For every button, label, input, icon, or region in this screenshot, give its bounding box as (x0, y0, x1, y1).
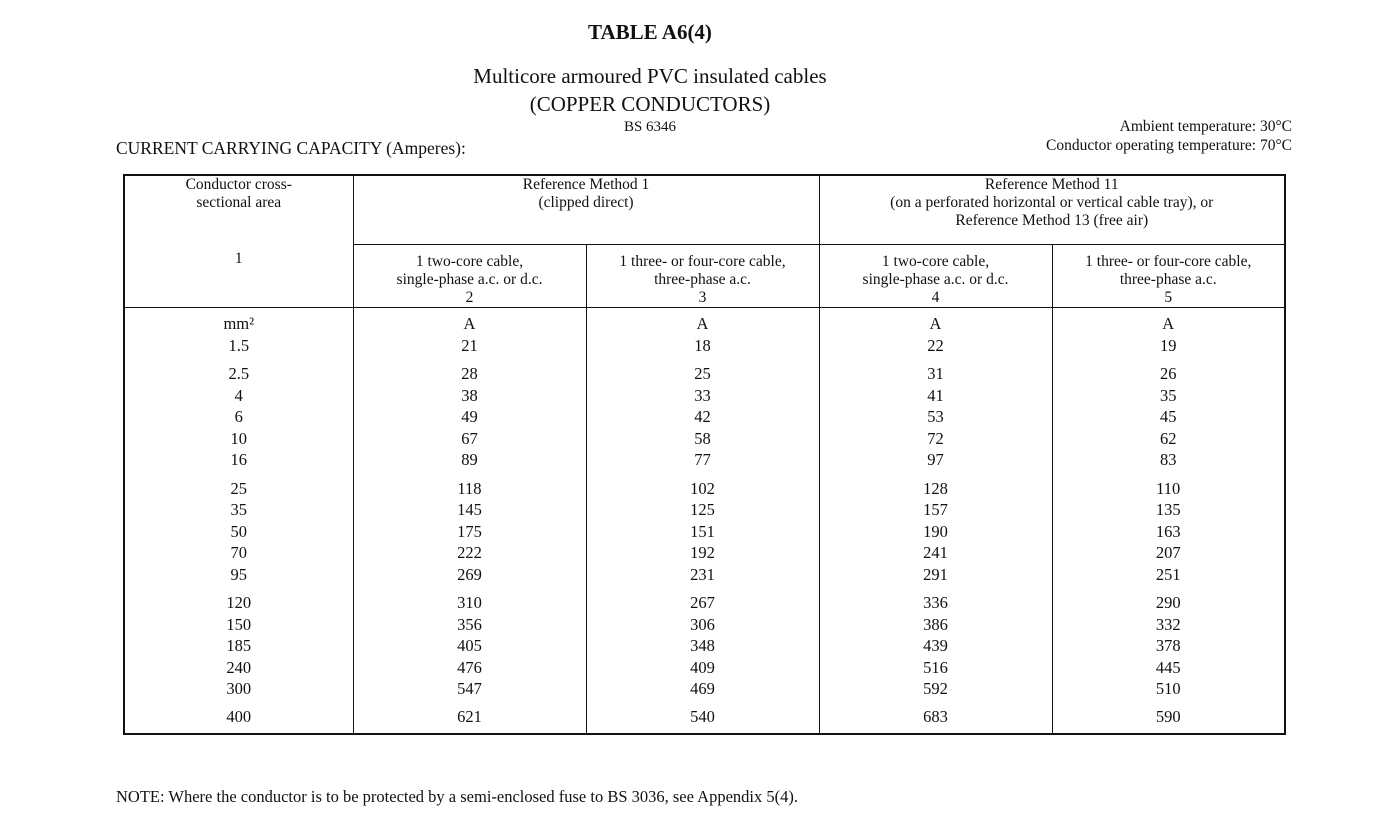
table-caption: CURRENT CARRYING CAPACITY (Amperes): (116, 138, 466, 158)
cell-current-rating: 135 (1052, 499, 1285, 521)
cell-current-rating: 45 (1052, 406, 1285, 428)
cell-conductor-area: 300 (124, 678, 353, 700)
cell-current-rating: 21 (353, 335, 586, 357)
cell-current-rating: 72 (819, 428, 1052, 450)
header-conductor-area-line2: sectional area (196, 194, 282, 211)
cell-current-rating: 251 (1052, 564, 1285, 586)
cell-conductor-area: 70 (124, 542, 353, 564)
cell-current-rating: 267 (586, 585, 819, 614)
cell-conductor-area: 10 (124, 428, 353, 450)
cell-current-rating: 28 (353, 356, 586, 385)
unit-cell: A (819, 308, 1052, 335)
table-row (124, 335, 1285, 357)
table-row (124, 614, 1285, 636)
cell-current-rating: 18 (586, 335, 819, 357)
units-row (124, 308, 1285, 335)
cell-current-rating: 476 (353, 657, 586, 679)
cell-current-rating: 175 (353, 521, 586, 543)
cell-current-rating: 53 (819, 406, 1052, 428)
header-col5 (1052, 245, 1285, 308)
cell-current-rating: 67 (353, 428, 586, 450)
col4-line1: 1 two-core cable, (881, 253, 990, 270)
capacity-table (123, 174, 1286, 735)
column-number-4: 4 (931, 289, 940, 306)
cell-current-rating: 207 (1052, 542, 1285, 564)
cell-conductor-area: 1.5 (124, 335, 353, 357)
table-body (124, 308, 1285, 735)
header-reference-method-11 (819, 175, 1285, 245)
cell-current-rating: 25 (586, 356, 819, 385)
column-number-1: 1 (234, 250, 243, 267)
cell-current-rating: 33 (586, 385, 819, 407)
cell-current-rating: 445 (1052, 657, 1285, 679)
rm1-subtitle: (clipped direct) (538, 194, 634, 211)
table-row (124, 700, 1285, 735)
header-col3 (586, 245, 819, 308)
cell-conductor-area: 6 (124, 406, 353, 428)
cell-conductor-area: 16 (124, 449, 353, 471)
col5-line1: 1 three- or four-core cable, (1085, 253, 1252, 270)
footnote: NOTE: Where the conductor is to be protected by a semi-enclosed fuse to BS 3036, see Appendix 5(4). (116, 787, 798, 806)
header-col2 (353, 245, 586, 308)
cell-current-rating: 439 (819, 635, 1052, 657)
table-row (124, 678, 1285, 700)
col5-line2: three-phase a.c. (1119, 271, 1217, 288)
column-number-2: 2 (465, 289, 474, 306)
cell-conductor-area: 4 (124, 385, 353, 407)
cell-current-rating: 145 (353, 499, 586, 521)
col3-line2: three-phase a.c. (654, 271, 751, 288)
rm13-title: Reference Method 13 (free air) (955, 212, 1149, 229)
cell-current-rating: 683 (819, 700, 1052, 735)
header-conductor-area (124, 175, 353, 308)
cell-current-rating: 128 (819, 471, 1052, 500)
cell-current-rating: 97 (819, 449, 1052, 471)
cell-current-rating: 405 (353, 635, 586, 657)
cell-current-rating: 310 (353, 585, 586, 614)
cell-current-rating: 31 (819, 356, 1052, 385)
cell-current-rating: 41 (819, 385, 1052, 407)
cell-current-rating: 621 (353, 700, 586, 735)
col4-line2: single-phase a.c. or d.c. (862, 271, 1009, 288)
table-row (124, 657, 1285, 679)
cell-conductor-area: 185 (124, 635, 353, 657)
cell-current-rating: 62 (1052, 428, 1285, 450)
cell-current-rating: 19 (1052, 335, 1285, 357)
cell-current-rating: 409 (586, 657, 819, 679)
cell-current-rating: 163 (1052, 521, 1285, 543)
cell-current-rating: 336 (819, 585, 1052, 614)
header-conductor-area-line1: Conductor cross- (185, 176, 292, 193)
cell-current-rating: 157 (819, 499, 1052, 521)
table-row (124, 585, 1285, 614)
cell-current-rating: 516 (819, 657, 1052, 679)
cell-current-rating: 540 (586, 700, 819, 735)
column-number-3: 3 (698, 289, 707, 306)
cell-current-rating: 125 (586, 499, 819, 521)
cell-conductor-area: 120 (124, 585, 353, 614)
cell-conductor-area: 95 (124, 564, 353, 586)
cell-current-rating: 378 (1052, 635, 1285, 657)
cell-current-rating: 269 (353, 564, 586, 586)
cell-current-rating: 590 (1052, 700, 1285, 735)
cell-conductor-area: 400 (124, 700, 353, 735)
unit-cell: A (1052, 308, 1285, 335)
cell-current-rating: 49 (353, 406, 586, 428)
col3-line1: 1 three- or four-core cable, (619, 253, 786, 270)
unit-cell: A (353, 308, 586, 335)
col2-line1: 1 two-core cable, (415, 253, 524, 270)
cell-current-rating: 151 (586, 521, 819, 543)
cell-current-rating: 348 (586, 635, 819, 657)
cell-conductor-area: 150 (124, 614, 353, 636)
cell-conductor-area: 240 (124, 657, 353, 679)
standard-reference: BS 6346 (623, 119, 677, 135)
cell-current-rating: 192 (586, 542, 819, 564)
cell-current-rating: 110 (1052, 471, 1285, 500)
cell-conductor-area: 25 (124, 471, 353, 500)
cell-current-rating: 592 (819, 678, 1052, 700)
table-row (124, 449, 1285, 471)
header-col4 (819, 245, 1052, 308)
cell-current-rating: 306 (586, 614, 819, 636)
table-title: TABLE A6(4) (588, 20, 712, 44)
cell-current-rating: 26 (1052, 356, 1285, 385)
table-row (124, 542, 1285, 564)
table-row (124, 564, 1285, 586)
cell-current-rating: 190 (819, 521, 1052, 543)
cell-current-rating: 547 (353, 678, 586, 700)
cell-conductor-area: 50 (124, 521, 353, 543)
table-row (124, 428, 1285, 450)
subtitle-conductor: (COPPER CONDUCTORS) (529, 92, 771, 116)
cell-current-rating: 77 (586, 449, 819, 471)
cell-current-rating: 35 (1052, 385, 1285, 407)
cell-current-rating: 291 (819, 564, 1052, 586)
unit-cell: A (586, 308, 819, 335)
cell-current-rating: 102 (586, 471, 819, 500)
unit-cell: mm² (124, 308, 353, 335)
rm11-subtitle: (on a perforated horizontal or vertical cable tray), or (890, 194, 1214, 211)
cell-conductor-area: 35 (124, 499, 353, 521)
cell-conductor-area: 2.5 (124, 356, 353, 385)
cell-current-rating: 38 (353, 385, 586, 407)
cell-current-rating: 290 (1052, 585, 1285, 614)
table-row (124, 635, 1285, 657)
table-row (124, 356, 1285, 385)
cell-current-rating: 469 (586, 678, 819, 700)
rm11-title: Reference Method 11 (984, 176, 1119, 193)
cell-current-rating: 118 (353, 471, 586, 500)
cell-current-rating: 386 (819, 614, 1052, 636)
cell-current-rating: 83 (1052, 449, 1285, 471)
table-row (124, 521, 1285, 543)
conductor-operating-temperature: Conductor operating temperature: 70°C (1046, 137, 1292, 154)
rm1-title: Reference Method 1 (522, 176, 650, 193)
column-number-5: 5 (1164, 289, 1173, 306)
col2-line2: single-phase a.c. or d.c. (396, 271, 543, 288)
header-reference-method-1 (353, 175, 819, 245)
cell-current-rating: 89 (353, 449, 586, 471)
cell-current-rating: 42 (586, 406, 819, 428)
cell-current-rating: 241 (819, 542, 1052, 564)
cell-current-rating: 22 (819, 335, 1052, 357)
table-row (124, 499, 1285, 521)
table-row (124, 406, 1285, 428)
subtitle-cable-type: Multicore armoured PVC insulated cables (473, 64, 827, 88)
table-row (124, 471, 1285, 500)
cell-current-rating: 332 (1052, 614, 1285, 636)
cell-current-rating: 222 (353, 542, 586, 564)
cell-current-rating: 58 (586, 428, 819, 450)
cell-current-rating: 231 (586, 564, 819, 586)
table-row (124, 385, 1285, 407)
cell-current-rating: 510 (1052, 678, 1285, 700)
cell-current-rating: 356 (353, 614, 586, 636)
ambient-temperature: Ambient temperature: 30°C (1119, 118, 1292, 135)
